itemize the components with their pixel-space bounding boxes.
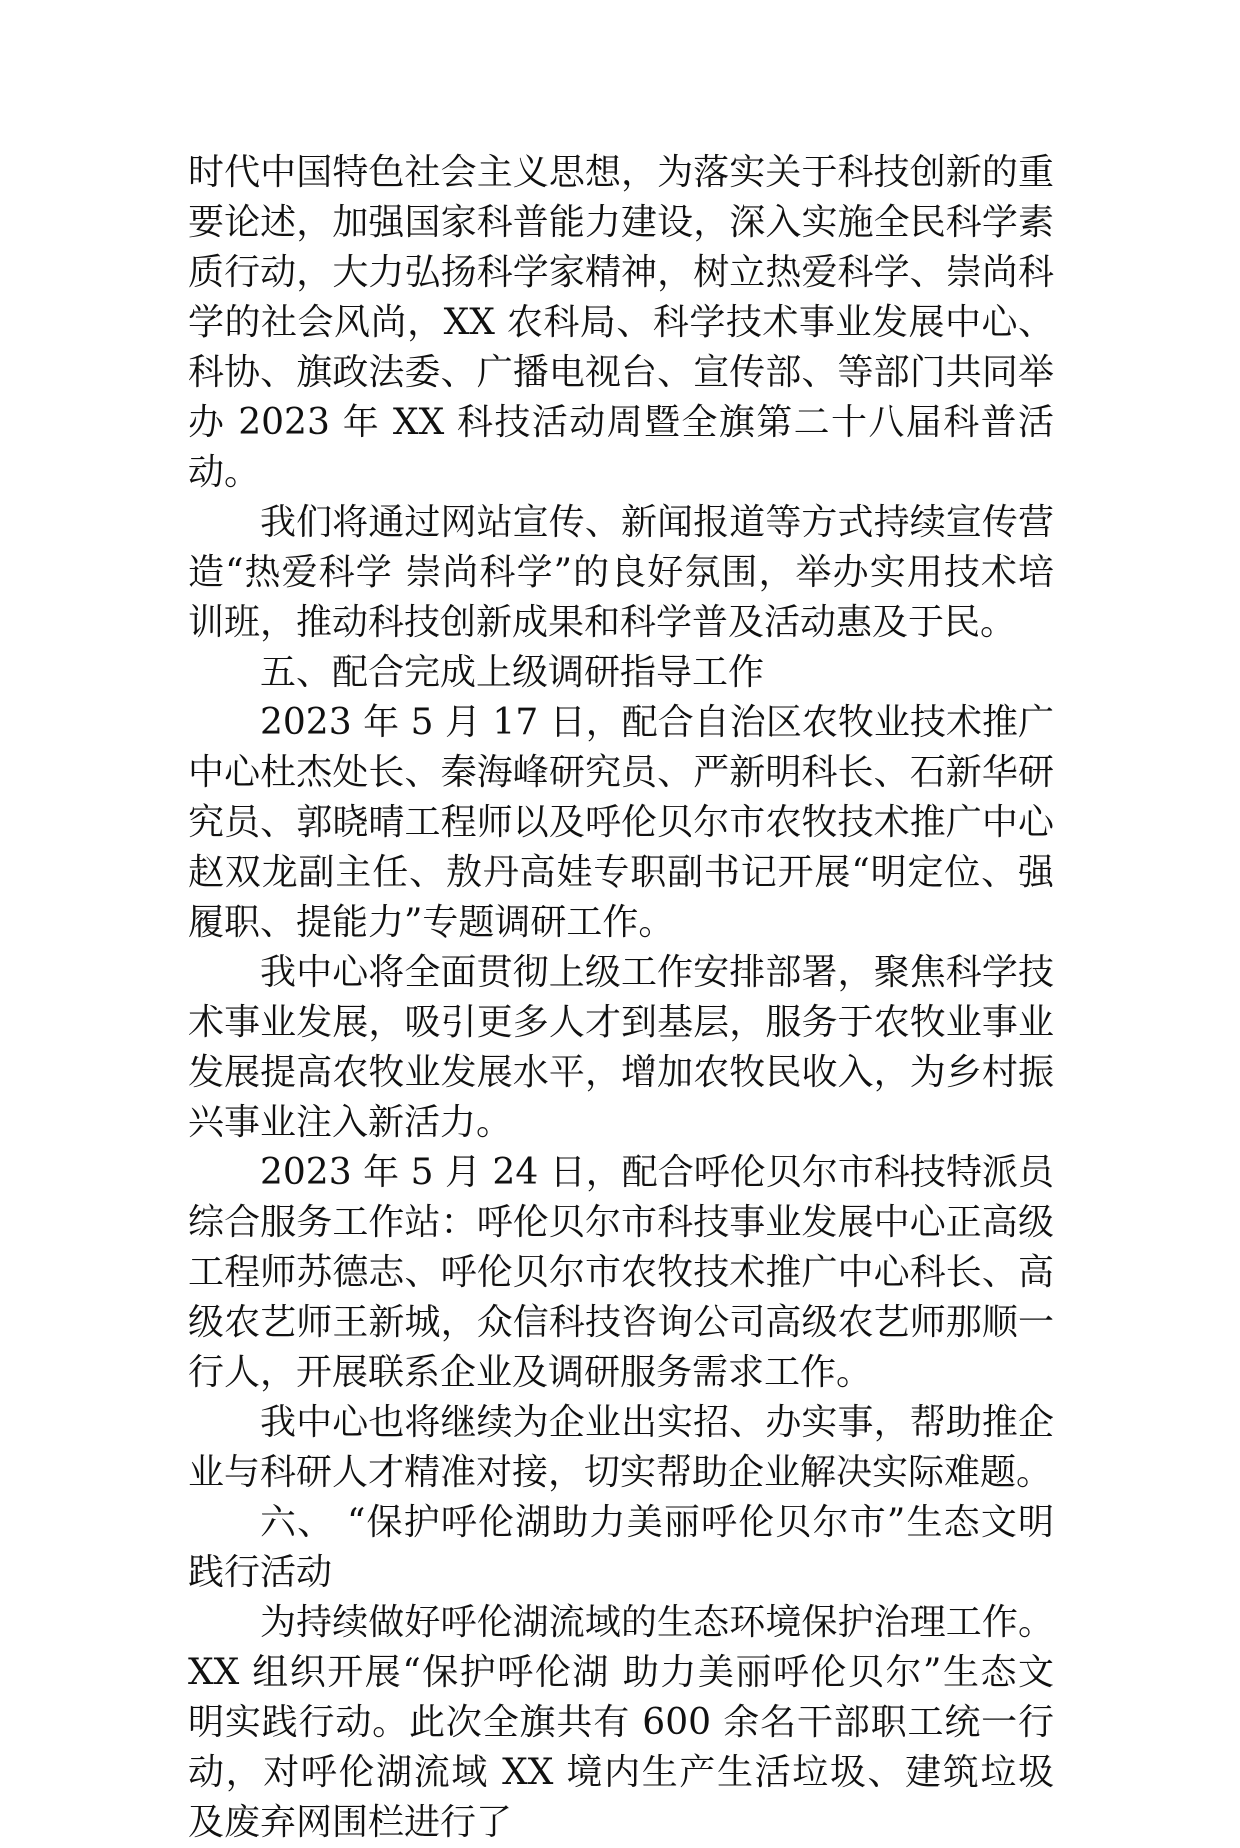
paragraph-center-commitment: 我中心将全面贯彻上级工作安排部署，聚焦科学技术事业发展，吸引更多人才到基层，服务于农牧业事业发展提高农牧业发展水平，增加农牧民收入，为乡村振兴事业注入新活力。 [188,952,1054,1143]
paragraph-may17-research: 2023 年 5 月 17 日，配合自治区农牧业技术推广中心杜杰处长、秦海峰研究员、严新明科长、石新华研究员、郭晓晴工程师以及呼伦贝尔市农牧技术推广中心赵双龙副主任、敖丹高娃专职副书记开展“明定位、强履职、提能力”专题调研工作。 [188,702,1054,943]
paragraph-may24-service: 2023 年 5 月 24 日，配合呼伦贝尔市科技特派员综合服务工作站：呼伦贝尔市科技事业发展中心正高级工程师苏德志、呼伦贝尔市农牧技术推广中心科长、高级农艺师王新城，众信科技咨询公司高级农艺师那顺一行人，开展联系企业及调研服务需求工作。 [188,1152,1054,1393]
paragraph-continuation: 时代中国特色社会主义思想，为落实关于科技创新的重要论述，加强国家科普能力建设，深入实施全民科学素质行动，大力弘扬科学家精神，树立热爱科学、崇尚科学的社会风尚，XX 农科局、科学技术事业发展中心、科协、旗政法委、广播电视台、宣传部、等部门共同举办 2023 年 XX 科技活动周暨全旗第二十八届科普活动。 [188,152,1054,493]
paragraph-hulun-lake: 为持续做好呼伦湖流域的生态环境保护治理工作。XX 组织开展“保护呼伦湖 助力美丽呼伦贝尔”生态文明实践行动。此次全旗共有 600 余名干部职工统一行动，对呼伦湖流域 XX 境内生产生活垃圾、建筑垃圾及废弃网围栏进行了 [188,1602,1054,1843]
section-heading-six: 六、 “保护呼伦湖助力美丽呼伦贝尔市”生态文明践行活动 [188,1502,1054,1593]
paragraph-enterprise-support: 我中心也将继续为企业出实招、办实事，帮助推企业与科研人才精准对接，切实帮助企业解决实际难题。 [188,1402,1054,1493]
document-body [188,148,1054,1848]
paragraph-publicity: 我们将通过网站宣传、新闻报道等方式持续宣传营造“热爱科学 崇尚科学”的良好氛围，举办实用技术培训班，推动科技创新成果和科学普及活动惠及于民。 [188,502,1054,643]
section-heading-five: 五、配合完成上级调研指导工作 [260,652,765,693]
